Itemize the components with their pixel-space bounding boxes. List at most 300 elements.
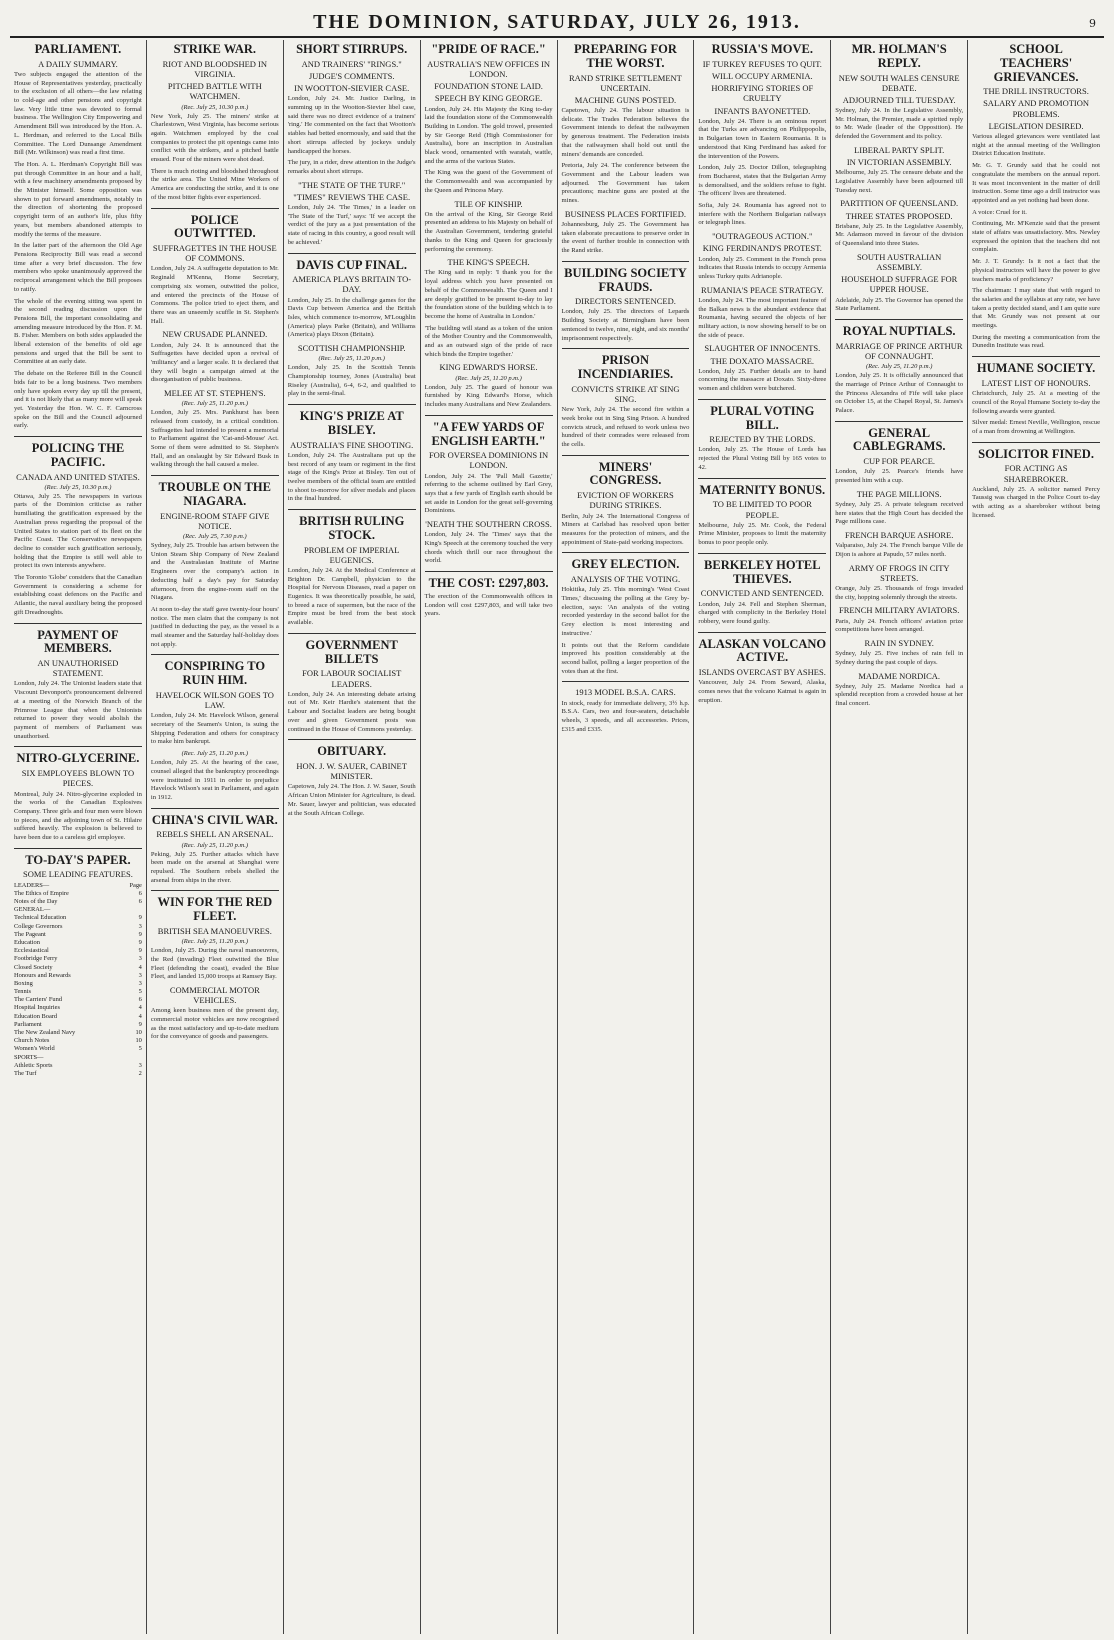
article-paragraph: Ottawa, July 25. The newspapers in various parts of the Dominion criticise as rather humiliating the gratification expressed by the Australian press regarding the proposal of the United States to station part of its fleet on the Pacific Coast. The Conservative newspapers decline to consider such gratification seriously, holding that the Empire is still well able to protect its own interests anywhere. [14,492,142,570]
headline: NITRO-GLYCERINE. [16,751,140,766]
column-rule [288,509,416,510]
contents-page: 6 [138,898,142,906]
contents-page: 4 [138,963,142,971]
subheading: SLAUGHTER OF INNOCENTS. [704,343,821,354]
contents-label: College Governors [14,922,63,930]
contents-row [14,906,142,914]
headline: SOLICITOR FINED. [978,446,1094,461]
subheading: HON. J. W. SAUER, CABINET MINISTER. [296,761,407,782]
masthead-rule [10,36,1104,38]
article-paragraph: Valparaiso, July 24. The French barque Ville de Dijon is ashore at Papudo, 57 miles north. [835,542,964,558]
contents-page: 5 [138,988,142,996]
subheading: TILE OF KINSHIP. [454,198,523,209]
subheading: MELEE AT ST. STEPHEN'S. [164,388,266,399]
article-paragraph: Sydney, July 25. Trouble has arisen between the Union Steam Ship Company of New Zealand and the Australasian Institute of Marine Engineers over the company's action in deducting half a day's pay for Saturday afternoon, from the engine-room staff on the Niagara. [150,542,279,602]
contents-label: Footbridge Ferry [14,955,58,963]
article-paragraph: Montreal, July 24. Nitro-glycerine exploded in the works of the Canadian Explosives Company. Three girls and four men were blown to pieces, and the adjoining town of St. Hilaire suffered heavily. The explosion is believed to have been due to a careless girl employee. [14,790,142,842]
headline: CHINA'S CIVIL WAR. [151,812,278,827]
news-column-6 [693,40,830,1634]
subheading: HOUSEHOLD SUFFRAGE FOR UPPER HOUSE. [841,274,958,295]
contents-label: Church Notes [14,1037,50,1045]
contents-row [14,964,142,972]
article-paragraph: Various alleged grievances were ventilated last night at the annual meeting of the Wellington District Education Institute. [972,133,1100,158]
column-rule [562,552,690,553]
article-paragraph: The King was the guest of the Government of the Commonwealth and was accompanied by the Queen and Princess Mary. [424,169,553,194]
article-paragraph: Christchurch, July 25. At a meeting of the council of the Royal Humane Society to-day the following awards were granted. [972,390,1100,415]
article-paragraph: London, July 24. The Australians put up the best record of any team or regiment in the first stage of the King's Prize at Bisley. Ten out of twelve members of the official team are entitled to shoot to-morrow for silver medals and places in the final hundred. [287,451,416,503]
news-column-2 [146,40,283,1634]
contents-row [14,996,142,1004]
contents-label: SPORTS— [14,1053,44,1061]
contents-label: Education Board [14,1012,58,1020]
article-paragraph: London, July 24. The 'Pall Mall Gazette,' referring to the scheme outlined by Earl Grey, says that a few yards of English earth should be set aside in London for the great self-governing Dominions. [424,472,553,515]
contents-row [14,947,142,955]
article-paragraph: In the latter part of the afternoon the Old Age Pensions Reciprocity Bill was read a second time after a very brief discussion. The few members who spoke unanimously approved the reciprocal arrangement which the Bill proposes to ratify. [14,242,142,293]
contents-page: 9 [138,938,142,946]
news-column-5 [557,40,694,1634]
subheading: IF TURKEY REFUSES TO QUIT. [702,58,822,69]
subheading: FOR LABOUR SOCIALIST LEADERS. [302,668,402,689]
subheading: KING FERDINAND'S PROTEST. [702,243,822,254]
subheading: AND TRAINERS' "RINGS." [301,58,402,69]
article-paragraph: London, July 24. At the Medical Conference at Brighton Dr. Campbell, physician to the Hospital for Nervous Diseases, read a paper on Eugenics. It was theoretically possible, he said, to breed a race of supermen, but the race of the Empire must be bred from the best stock available. [287,566,416,627]
article-paragraph: London, July 24. The 'Times' says that the King's Speech at the ceremony touched the very chords which thrill our race throughout the world. [424,531,553,565]
subheading: ARMY OF FROGS IN CITY STREETS. [848,562,950,583]
article-paragraph: The whole of the evening sitting was spent in the second reading discussion upon the Pensions Bill, the important consolidating and amending measure introduced by the Hon. F. M. B. Fisher. Members on both sides applauded the liberal extension of the benefits of old age pensions and urged that the Bill be sent to Committee at an early date. [14,297,142,366]
contents-row [14,931,142,939]
dateline: (Rec. July 25, 11.20 p.m.) [318,355,385,363]
contents-label: Technical Education [14,914,67,922]
subheading: CONVICTS STRIKE AT SING SING. [571,383,680,404]
masthead-title: THE DOMINION, SATURDAY, JULY 26, 1913. [313,11,801,33]
article-paragraph: Adelaide, July 25. The Governor has opened the State Parliament. [835,296,964,313]
contents-row [14,923,142,931]
contents-page: 6 [138,996,142,1004]
article-paragraph: London, July 25. In the challenge games for the Davis Cup between America and the British Isles, which commence to-morrow, M'Loughlin (America) plays Parke (Britain), and Williams (America) plays Dixon (Britain). [287,296,416,339]
column-rule [288,739,416,740]
subheading: NEW CRUSADE PLANNED. [162,329,268,340]
contents-label: The Turf [14,1069,37,1077]
contents-row [14,1045,142,1053]
article-paragraph: New York, July 24. The second fire within a week broke out in Sing Sing Prison. A hundred convicts struck, and refused to work unless two hundred of their comrades were released from the cells. [561,406,690,448]
article-paragraph: London, July 25. Mrs. Pankhurst has been released from custody, in a critical condition. Suffragettes had intended to present a memorial to Parliament against the 'Cat-and-Mouse' Act. Some of them were admitted to St. Stephen's Hall, and an onslaught by Sir Edward Busk in walking through the hall caused a melee. [150,409,279,469]
subheading: THE PAGE MILLIONS. [856,488,942,499]
column-rule [151,475,279,476]
contents-row [14,972,142,980]
contents-label: Tennis [14,988,31,996]
headline: POLICE OUTWITTED. [174,212,256,241]
contents-row [14,1013,142,1021]
article-paragraph: London, July 25. Pearce's friends have presented him with a cup. [835,468,964,485]
subheading: NEW SOUTH WALES CENSURE DEBATE. [838,72,960,93]
subheading: 1913 MODEL B.S.A. CARS. [575,687,676,698]
subheading: SUFFRAGETTES IN THE HOUSE OF COMMONS. [152,243,277,264]
article-paragraph: On the arrival of the King, Sir George Reid presented an address to his Majesty on behalf of the Australian Government, tendering grateful thanks to the King and Queen for graciously performing the ceremony. [424,210,553,253]
article-paragraph: London, July 24. The Unionist leaders state that Viscount Devonport's pronouncement delivered at a meeting of the Norwich Branch of the Primrose League that when the Unionists returned to power they would abolish the payment of members of Parliament was unauthorised. [14,680,142,740]
subheading: PITCHED BATTLE WITH WATCHMEN. [167,81,262,102]
subheading: PROBLEM OF IMPERIAL EUGENICS. [303,544,400,565]
article-paragraph: The Toronto 'Globe' considers that the Canadian Government is considering a scheme for establishing coast defences on the Pacific and Atlantic, the naval auxiliary being the proposed gift Dreadnoughts. [14,574,142,616]
headline: GENERAL CABLEGRAMS. [852,425,946,454]
subheading: FOUNDATION STONE LAID. [434,81,543,92]
subheading: IN VICTORIAN ASSEMBLY. [846,157,952,168]
article-paragraph: London, July 25. During the naval manoeuvres, the Red (invading) Fleet outwitted the Blue Fleet (defending the coast), evaded the Blue Fleet, and landed 15,000 troops at Ramsey Bay. [150,947,279,981]
article-paragraph: The King said in reply: 'I thank you for the loyal address which you have presented on behalf of the Commonwealth. The Queen and I are deeply gratified to be present to-day to lay the foundation stone of the building which is to become the home of Australia in London.' [424,269,553,320]
contents-page: 6 [138,889,142,897]
subheading: SOUTH AUSTRALIAN ASSEMBLY. [857,251,942,273]
subheading: LATEST LIST OF HONOURS. [981,377,1091,388]
article-paragraph: Sydney, July 25. Five inches of rain fell in Sydney during the past couple of days. [835,650,964,666]
headline: CONSPIRING TO RUIN HIM. [164,659,266,688]
contents-page: Page [129,881,142,889]
subheading: IN WOOTTON-SIEVIER CASE. [294,83,410,94]
headline: DAVIS CUP FINAL. [296,257,407,272]
subheading: RAND STRIKE SETTLEMENT UNCERTAIN. [569,72,682,93]
headline: HUMANE SOCIETY. [976,361,1096,376]
headline: ALASKAN VOLCANO ACTIVE. [698,636,827,665]
headline: POLICING THE PACIFIC. [31,441,125,469]
headline: MATERNITY BONUS. [699,482,826,497]
subheading: REJECTED BY THE LORDS. [709,434,816,445]
contents-page: 5 [138,1045,142,1053]
contents-page: 9 [138,1020,142,1028]
column-rule [562,681,690,682]
contents-label: Closed Society [14,963,53,971]
contents-row [14,1004,142,1012]
column-rule [425,415,553,416]
column-rule [562,261,690,262]
column-rule [972,356,1100,357]
column-rule [151,890,279,891]
article-paragraph: During the meeting a communication from the Dunedin Institute was read. [972,333,1100,350]
article-paragraph: Hokitika, July 25. This morning's 'West Coast Times,' discussing the polling at the Grey by-election, says: 'An analysis of the voting recorded yesterday in the second ballot for the Grey election is most interesting and instructive.' [561,586,690,637]
subheading: PARTITION OF QUEENSLAND. [840,198,959,209]
subheading: SOME LEADING FEATURES. [23,869,133,880]
news-column-1 [10,40,146,1634]
contents-row [14,939,142,947]
contents-label: The Ethics of Empire [14,889,69,897]
column-rule [288,253,416,254]
column-rule [14,746,142,747]
subheading: LIBERAL PARTY SPLIT. [854,144,945,155]
dateline: (Rec. July 25, 11.20 p.m.) [865,363,933,371]
column-rule [698,632,826,633]
contents-label: The New Zealand Navy [14,1029,76,1037]
subheading: DIRECTORS SENTENCED. [574,296,676,307]
contents-page: 9 [138,930,142,938]
headline: GOVERNMENT BILLETS [305,637,398,666]
contents-page: 4 [138,1004,142,1012]
article-paragraph: The debate on the Referee Bill in the Council bids fair to be a long business. Two members only have spoken every day up till the present, and it is not likely that as many more will speak yet. Yesterday the Hon. W. C. F. Carncross spoke on the Bill and the Council adjourned early. [14,370,142,430]
contents-label: Parliament [14,1020,42,1028]
subheading: A DAILY SUMMARY. [38,58,118,69]
contents-label: Athletic Sports [14,1061,53,1069]
contents-label: The Carriers' Fund [14,996,63,1004]
article-paragraph: London, July 24. His Majesty the King to-day laid the foundation stone of the Commonwealth Building in London. The gold trowel, presented by Sir George Reid (High Commissioner for Australia), bore an inscription in Australian black wood, ornamented with waratah, wattle, and the arms of the various States. [424,105,553,165]
column-rule [698,553,826,554]
subheading: BUSINESS PLACES FORTIFIED. [564,208,686,219]
article-paragraph: Auckland, July 25. A solicitor named Percy Taussig was charged in the Police Court to-day with acting as a sharebroker without being licensed. [972,485,1100,519]
article-paragraph: In stock, ready for immediate delivery, 3½ h.p. B.S.A. Cars, two and four-seaters, detachable wheels, 3 speeds, and all accessories. Prices, £315 and £335. [561,699,690,733]
column-rule [14,623,142,624]
subheading: MACHINE GUNS POSTED. [574,94,677,105]
contents-row [14,988,142,996]
column-rule [151,654,279,655]
contents-row [14,1070,142,1078]
article-paragraph: London, July 25. Comment in the French press indicates that Russia intends to occupy Armenia unless Turkey quits Adrianople. [698,255,827,280]
contents-label: Hospital Inquiries [14,1004,60,1012]
contents-row [14,1037,142,1045]
column-rule [698,399,826,400]
dateline: (Rec. July 25, 11.20 p.m.) [181,750,249,758]
contents-page: 9 [138,947,142,955]
dateline: (Rec. July 25, 11.20 p.m.) [181,400,249,408]
contents-label: Education [14,938,40,946]
column-rule [14,848,142,849]
contents-row [14,898,142,906]
headline: BERKELEY HOTEL THIEVES. [704,557,821,586]
subheading: CANADA AND UNITED STATES. [16,471,140,482]
article-columns [10,40,1104,1634]
dateline: (Rec. July 25, 10.30 p.m.) [181,103,249,111]
contents-row [14,980,142,988]
contents-label: LEADERS— [14,881,50,889]
contents-row [14,955,142,963]
headline: PREPARING FOR THE WORST. [573,42,677,70]
column-rule [14,436,142,437]
contents-page: 4 [138,1012,142,1020]
headline: BUILDING SOCIETY FRAUDS. [564,265,687,294]
subheading: LEGISLATION DESIRED. [988,120,1084,131]
article-paragraph: Vancouver, July 24. From Seward, Alaska, comes news that the volcano Katmai is again in eruption. [698,679,827,704]
subheading: "TIMES" REVIEWS THE CASE. [293,191,411,202]
contents-page: 3 [138,971,142,979]
subheading: COMMERCIAL MOTOR VEHICLES. [169,984,260,1006]
article-paragraph: Berlin, July 24. The International Congress of Miners at Carlsbad has resolved upon better measures for the protection of miners, and the appointment of State-paid working inspectors. [561,512,690,546]
article-paragraph: London, July 24. It is announced that the Suffragettes have decided upon a revival of 'militancy' and a larger scale. It is declared that they will begin a campaign aimed at the disorganisation of public business. [150,341,279,384]
subheading: JUDGE'S COMMENTS. [308,70,395,81]
headline: WIN FOR THE RED FLEET. [157,895,273,924]
column-rule [562,455,690,456]
headline: STRIKE WAR. [173,42,257,56]
article-paragraph: Orange, July 25. Thousands of frogs invaded the city, hopping solemnly through the streets. [835,585,964,601]
article-paragraph: At noon to-day the staff gave twenty-four hours' notice. The men claim that the company is not justified in deducting the pay, as the vessel is a mail steamer and the Saturday half-holiday does not apply. [150,605,279,648]
headline: ROYAL NUPTIALS. [842,324,956,338]
subheading: SALARY AND PROMOTION PROBLEMS. [983,98,1090,119]
column-rule [288,404,416,405]
subheading: THE DRILL INSTRUCTORS. [983,86,1089,97]
dateline: (Rec. July 25, 11.20 p.m.) [181,938,249,946]
column-rule [972,442,1100,443]
contents-row [14,1029,142,1037]
article-paragraph: Capetown, July 24. The labour situation is delicate. The Trades Federation believes the Government intends to defeat the railwaymen by generous treatment. The Federation insists that the railwaymen shall hold out until the miners' demands are conceded. [561,107,690,158]
article-paragraph: London, July 24. 'The Times,' in a leader on 'The State of the Turf,' says: 'If we accept the verdict of the jury as a just presentation of the state of racing in this country, a good result will be achieved.' [287,204,416,246]
article-paragraph: London, July 25. The House of Lords has rejected the Plural Voting Bill by 165 votes to 42. [698,446,827,471]
subheading: BRITISH SEA MANOEUVRES. [157,925,272,936]
article-paragraph: Mr. G. T. Grundy said that he could not congratulate the members on the annual report. It was most inconvenient in the matter of drill instruction. Some time ago a drill instructor was appointed and as yet nothing had been done. [972,162,1100,204]
headline: MINERS' CONGRESS. [589,459,662,488]
article-paragraph: London, July 25. It is officially announced that the marriage of Prince Arthur of Connaught to the Princess Alexandra of Fife will take place on October 15, at the Chapel Royal, St. James's Palace. [835,372,964,414]
article-paragraph: Sydney, July 25. A private telegram received here states that the High Court has decided the Page millions case. [835,500,964,526]
article-paragraph: New York, July 25. The miners' strike at Charlestown, West Virginia, has become serious again. Watchmen employed by the coal companies to protect the pit openings came into conflict with the strikers, and a pitched battle ensued. Four of the miners were shot dead. [150,112,279,164]
contents-label: Boxing [14,979,33,987]
page-number: 9 [1089,17,1096,30]
article-paragraph: Melbourne, July 25. Mr. Cook, the Federal Prime Minister, proposes to limit the maternity bonus to poor people only. [698,521,827,547]
article-paragraph: London, July 24. Fell and Stephen Sherman, charged with complicity in the Berkeley Hotel robbery, were found guilty. [698,600,827,625]
contents-index [14,882,142,1079]
subheading: "OUTRAGEOUS ACTION." [712,231,813,242]
subheading: CUP FOR PEARCE. [863,456,936,467]
article-paragraph: London, July 25. At the hearing of the case, counsel alleged that the bankruptcy proceedings were instituted in 1911 in order to prejudice Havelock Wilson's seat in Parliament, and again in 1912. [150,759,279,801]
article-paragraph: London, July 25. In the Scottish Tennis Championship tourney, Jones (Australia) beat Riseley (Australia), 6-4, 6-2, and qualified to play in the semi-final. [287,364,416,398]
news-column-3 [283,40,420,1634]
column-rule [151,808,279,809]
subheading: FOR ACTING AS SHAREBROKER. [1003,463,1069,484]
column-rule [151,208,279,209]
subheading: AMERICA PLAYS BRITAIN TO-DAY. [292,274,412,295]
headline: RUSSIA'S MOVE. [711,42,814,56]
subheading: FRENCH MILITARY AVIATORS. [839,605,960,616]
headline: PAYMENT OF MEMBERS. [37,627,119,656]
subheading: AUSTRALIA'S NEW OFFICES IN LONDON. [427,58,551,79]
headline: PARLIAMENT. [34,42,122,56]
subheading: ENGINE-ROOM STAFF GIVE NOTICE. [160,510,270,531]
article-paragraph: London, July 24. The most important feature of the Balkan news is the abundant evidence that Roumania, having secured the objects of her military action, is now showing herself to be on the side of peace. [698,296,827,339]
subheading: SCOTTISH CHAMPIONSHIP. [297,343,406,354]
article-paragraph: Capetown, July 24. The Hon. J. W. Sauer, South African Union Minister for Agriculture, is dead. Mr. Sauer, lawyer and politician, was educated at the South African College. [287,783,416,817]
contents-label: The Pageant [14,930,46,938]
contents-row [14,914,142,922]
subheading: 'NEATH THE SOUTHERN CROSS. [425,519,552,530]
article-paragraph: London, July 24. An interesting debate arising out of Mr. Keir Hardie's statement that the Labour and Socialist leaders are being bought over and given Government posts was continued in the House of Commons yesterday. [287,690,416,733]
article-paragraph: The erection of the Commonwealth offices in London will cost £297,803, and will take two years. [424,592,553,618]
article-paragraph: Peking, July 25. Further attacks which have been made on the arsenal at Shanghai were repulsed. The Southern rebels shelled the arsenal from ships in the river. [150,850,279,884]
subheading: REBELS SHELL AN ARSENAL. [156,829,274,840]
dateline: (Rec. July 25, 10.30 p.m.) [44,483,112,491]
subheading: HAVELOCK WILSON GOES TO LAW. [155,689,274,711]
article-paragraph: Two subjects engaged the attention of the House of Representatives yesterday, practically to the exclusion of all others—the law relating to cold-age and other pensions and copyright law. Very little time was devoted to formal business. The Wellington City Empowering and Amendment Bill was introduced by the Hon. A. L. Herdman, and referred to the Local Bills Committee. The Lord Dunsange Amendment Bill (Mr. Wilkinson) was read a first time. [14,70,142,157]
subheading: HORRIFYING STORIES OF CRUELTY [711,83,814,104]
article-paragraph: 'The building will stand as a token of the union of the Mother Country and the Commonwealth, and as an outward sign of the pride of race which binds the Empire together.' [424,324,553,358]
article-paragraph: The jury, in a rider, drew attention in the Judge's remarks about short stirrups. [287,159,416,175]
article-paragraph: London, July 25. The guard of honour was furnished by King Edward's Horse, which includes many Australians and New Zealanders. [424,383,553,409]
article-paragraph: Johannesburg, July 25. The Government has taken elaborate precautions to preserve order in the event of further trouble in connection with the Rand strike. [561,220,690,255]
contents-row [14,1021,142,1029]
subheading: FRENCH BARQUE ASHORE. [844,530,954,541]
headline: TO-DAY'S PAPER. [25,852,131,867]
headline: SCHOOL TEACHERS' GRIEVANCES. [993,42,1079,84]
headline: OBITUARY. [317,744,387,759]
subheading: THREE STATES PROPOSED. [845,210,953,221]
subheading: AN UNAUTHORISED STATEMENT. [37,658,119,679]
subheading: RUMANIA'S PEACE STRATEGY. [701,284,824,295]
contents-page: 2 [138,1069,142,1077]
news-column-4 [420,40,557,1634]
subheading: SPEECH BY KING GEORGE. [434,93,543,104]
contents-page: 3 [138,979,142,987]
headline: BRITISH RULING STOCK. [299,514,405,542]
column-rule [835,421,963,422]
dateline: (Rec. July 25, 11.20 p.m.) [181,841,249,849]
article-paragraph: London, July 25. Doctor Dillon, telegraphing from Bucharest, states that the Bulgarian Army is demoralised, and the soldiers refuse to fight. The officers' lives are threatened. [698,164,827,198]
subheading: ADJOURNED TILL TUESDAY. [842,94,956,105]
article-paragraph: London, July 25. The directors of Lepards Building Society at Birmingham have been sentenced to twelve, nine, eight, and six months' imprisonment respectively. [561,308,690,342]
news-column-7 [830,40,967,1634]
headline: TROUBLE ON THE NIAGARA. [158,480,271,508]
column-rule [698,478,826,479]
article-paragraph: Continuing, Mr. M'Kenzie said that the present state of affairs was unsatisfactory. Mrs. Newley expressed the opinion that the teachers did not complain. [972,220,1100,254]
headline: KING'S PRIZE AT BISLEY. [299,409,404,437]
article-paragraph: London, July 24. Mr. Havelock Wilson, general secretary of the Seamen's Union, is suing the Shipping Federation and others for conspiracy to make him bankrupt. [150,712,279,746]
news-column-8 [967,40,1104,1634]
article-paragraph: Silver medal: Ernest Neville, Wellington, rescue of a man from drowning at Wellington. [972,419,1100,435]
contents-row [14,890,142,898]
column-rule [288,633,416,634]
headline: THE COST: £297,803. [428,576,549,591]
contents-page: 3 [138,955,142,963]
subheading: EVICTION OF WORKERS DURING STRIKES. [577,490,674,511]
subheading: THE DOXATO MASSACRE. [710,355,815,366]
masthead [0,0,1114,34]
article-paragraph: Sydney, July 25. Madame Nordica had a splendid reception from a crowded house at her final concert. [835,682,964,708]
article-paragraph: It points out that the Reform candidate improved his position considerably at the second ballot, polling a larger proportion of the votes than at the first. [561,641,690,675]
article-paragraph: The Hon. A. L. Herdman's Copyright Bill was put through Committee in an hour and a half, with a few machinery amendments proposed by the Minister himself. Some opposition was shown to put forward amendments, notably in the direction of shortening the proposed copyright term of an author's life, plus fifty years, but members abandoned attempts to modify the terms of the measure. [14,160,142,238]
column-rule [835,319,963,320]
subheading: FOR OVERSEA DOMINIONS IN LONDON. [428,450,549,471]
contents-page: 3 [138,922,142,930]
subheading: ANALYSIS OF THE VOTING. [570,574,681,585]
subheading: RIOT AND BLOODSHED IN VIRGINIA. [162,58,268,79]
article-paragraph: London, July 24. A suffragette deputation to Mr. Reginald M'Kenna, Home Secretary, comprising six women, outwitted the police, and entered the precincts of the House of Commons. The police tried to eject them, and there was an unseemly scuffle in St. Stephen's Hall. [150,265,279,325]
subheading: WILL OCCUPY ARMENIA. [711,70,813,81]
article-paragraph: London, July 25. Further details are to hand concerning the massacre at Doxato. Sixty-three women and children were butchered. [698,367,827,393]
headline: "A FEW YARDS OF ENGLISH EARTH." [431,419,546,448]
subheading: ISLANDS OVERCAST BY ASHES. [698,667,826,678]
subheading: MADAME NORDICA. [858,670,941,681]
subheading: MARRIAGE OF PRINCE ARTHUR OF CONNAUGHT. [835,340,963,361]
contents-page: 10 [135,1037,142,1045]
article-paragraph: Sydney, July 24. In the Legislative Assembly, Mr. Holman, the Premier, made a spirited reply to Mr. Wade (leader of the Opposition). He defended the Government and its policy. [835,107,964,141]
subheading: RAIN IN SYDNEY. [864,638,934,648]
contents-row [14,1054,142,1062]
article-paragraph: Pretoria, July 24. The conference between the Government and the Labour leaders was adjourned. The Government has taken precautions; machine guns are posted at the mines. [561,162,690,205]
contents-row [14,1062,142,1070]
article-paragraph: London, July 24. There is an ominous report that the Turks are advancing on Philippopolis, in Bulgarian town in Eastern Roumania. It is understood that King Ferdinand has asked for the intervention of the Powers. [698,117,827,160]
contents-page: 3 [138,1061,142,1069]
contents-page: 9 [138,914,142,922]
article-paragraph: Brisbane, July 25. In the Legislative Assembly, Mr. Adamson moved in favour of the division of Queensland into three States. [835,222,964,248]
article-paragraph: The chairman: I may state that with regard to the salaries and the syllabus at any rate, we have taken a pretty decided stand, and I am quite sure that Mr. Grundy was not present at our meetings. [972,287,1100,330]
subheading: INFANTS BAYONETTED. [714,105,811,116]
headline: PRISON INCENDIARIES. [577,353,674,382]
contents-label: Honours and Rewards [14,971,71,979]
dateline: (Rec. July 25, 7.30 p.m.) [182,533,247,541]
headline: PLURAL VOTING BILL. [710,403,815,432]
dateline: (Rec. July 25, 11.20 p.m.) [455,374,522,382]
subheading: TO BE LIMITED TO POOR PEOPLE. [712,499,812,520]
article-paragraph: Mr. J. T. Grundy: Is it not a fact that the physical instructors will have the power to give teachers marks of proficiency? [972,258,1100,283]
article-paragraph: A voice: Cruel for it. [972,208,1027,216]
article-paragraph: Melbourne, July 25. The censure debate and the Legislative Assembly have been adjourned till Tuesday next. [835,169,964,194]
subheading: THE KING'S SPEECH. [447,257,530,268]
article-paragraph: Sofia, July 24. Roumania has agreed not to interfere with the Northern Bulgarian railways or telegraph lines. [698,202,827,227]
contents-label: Notes of the Day [14,898,58,906]
subheading: KING EDWARD'S HORSE. [439,362,538,373]
column-rule [562,348,690,349]
headline: MR. HOLMAN'S REPLY. [851,42,947,70]
subheading: CONVICTED AND SENTENCED. [700,588,824,599]
contents-label: GENERAL— [14,906,51,914]
